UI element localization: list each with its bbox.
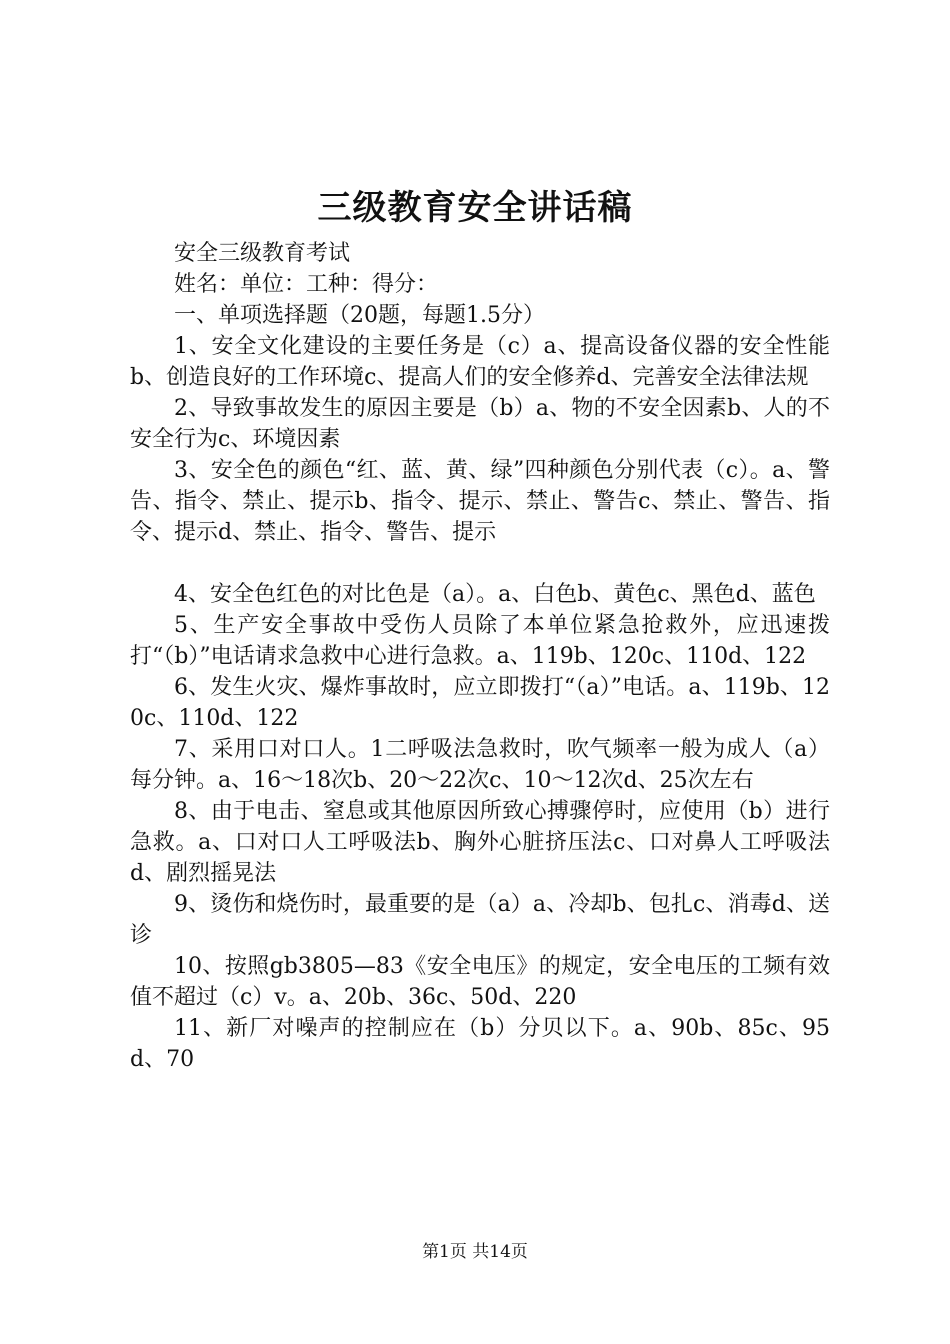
exam-heading: 安全三级教育考试 <box>174 241 351 266</box>
question-5: 5、生产安全事故中受伤人员除了本单位紧急抢救外，应迅速拨打“（b）”电话请求急救中心进行急救。a、119b、120c、110d、122 <box>130 613 830 669</box>
question-4: 4、安全色红色的对比色是（a）。a、白色b、黄色c、黑色d、蓝色 <box>174 582 816 607</box>
question-10: 10、按照gb3805—83《安全电压》的规定，安全电压的工频有效值不超过（c）v。a、20b、36c、50d、220 <box>130 954 830 1010</box>
page-number-footer: 第1页 共14页 <box>422 1242 528 1262</box>
document-title: 三级教育安全讲话稿 <box>317 188 633 228</box>
question-1: 1、安全文化建设的主要任务是（c）a、提高设备仪器的安全性能b、创造良好的工作环境c、提高人们的安全修养d、完善安全法律法规 <box>130 334 830 390</box>
exam-info-line: 姓名：单位：工种：得分： <box>174 272 439 297</box>
section-heading: 一、单项选择题（20题，每题1.5分） <box>174 303 545 328</box>
document-body <box>130 238 830 1075</box>
question-9: 9、烫伤和烧伤时，最重要的是（a）a、冷却b、包扎c、消毒d、送诊 <box>130 892 830 948</box>
question-11: 11、新厂对噪声的控制应在（b）分贝以下。a、90b、85c、95d、70 <box>130 1016 830 1072</box>
question-3: 3、安全色的颜色“红、蓝、黄、绿”四种颜色分别代表（c）。a、警告、指令、禁止、提示b、指令、提示、禁止、警告c、禁止、警告、指令、提示d、禁止、指令、警告、提示 <box>130 458 830 545</box>
question-2: 2、导致事故发生的原因主要是（b）a、物的不安全因素b、人的不安全行为c、环境因素 <box>130 396 830 452</box>
question-8: 8、由于电击、窒息或其他原因所致心搏骤停时，应使用（b）进行急救。a、口对口人工呼吸法b、胸外心脏挤压法c、口对鼻人工呼吸法d、剧烈摇晃法 <box>130 799 830 886</box>
question-6: 6、发生火灾、爆炸事故时，应立即拨打“（a）”电话。a、119b、120c、110d、122 <box>130 675 830 731</box>
question-7: 7、采用口对口人。1二呼吸法急救时，吹气频率一般为成人（a）每分钟。a、16～18次b、20～22次c、10～12次d、25次左右 <box>130 737 830 793</box>
